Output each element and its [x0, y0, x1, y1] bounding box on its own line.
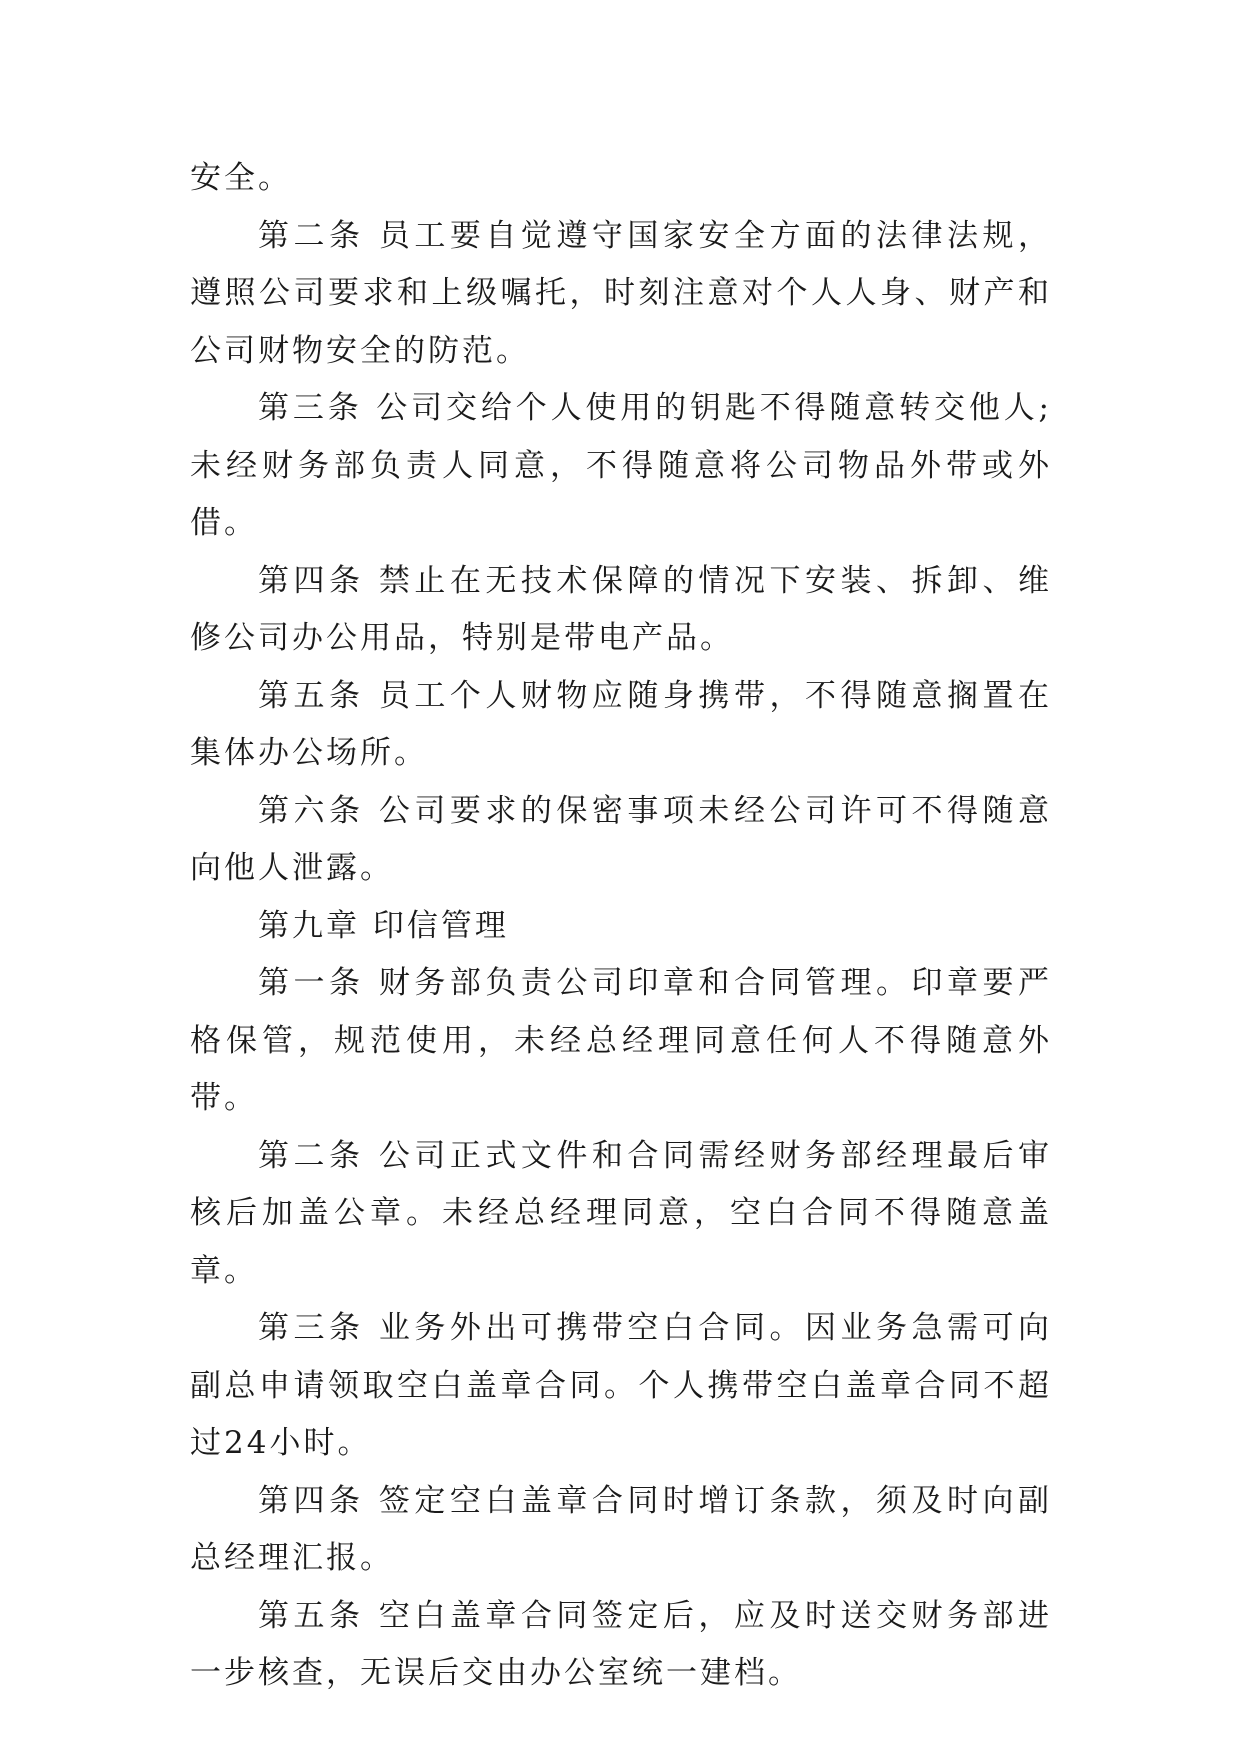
paragraph-continuation: 安全。 — [190, 160, 292, 196]
paragraph-seal-article-1: 第一条 财务部负责公司印章和合同管理。印章要严格保管，规范使用，未经总经理同意任何人不得随意外带。 — [190, 965, 1052, 1116]
document-body — [190, 150, 1052, 1703]
paragraph-seal-article-3: 第三条 业务外出可携带空白合同。因业务急需可向副总申请领取空白盖章合同。个人携带空白盖章合同不超过24小时。 — [190, 1310, 1052, 1461]
paragraph-seal-article-4: 第四条 签定空白盖章合同时增订条款，须及时向副总经理汇报。 — [190, 1482, 1052, 1576]
paragraph-seal-article-2: 第二条 公司正式文件和合同需经财务部经理最后审核后加盖公章。未经总经理同意，空白合同不得随意盖章。 — [190, 1137, 1052, 1289]
paragraph-article-5: 第五条 员工个人财物应随身携带，不得随意搁置在集体办公场所。 — [190, 677, 1052, 771]
paragraph-article-2: 第二条 员工要自觉遵守国家安全方面的法律法规，遵照公司要求和上级嘱托，时刻注意对个人人身、财产和公司财物安全的防范。 — [190, 217, 1052, 369]
paragraph-article-4: 第四条 禁止在无技术保障的情况下安装、拆卸、维修公司办公用品，特别是带电产品。 — [190, 562, 1052, 656]
paragraph-article-3: 第三条 公司交给个人使用的钥匙不得随意转交他人;未经财务部负责人同意，不得随意将公司物品外带或外借。 — [190, 390, 1052, 541]
paragraph-seal-article-5: 第五条 空白盖章合同签定后，应及时送交财务部进一步核查，无误后交由办公室统一建档。 — [190, 1597, 1052, 1691]
chapter-heading: 第九章 印信管理 — [258, 907, 509, 944]
paragraph-article-6: 第六条 公司要求的保密事项未经公司许可不得随意向他人泄露。 — [190, 792, 1052, 886]
